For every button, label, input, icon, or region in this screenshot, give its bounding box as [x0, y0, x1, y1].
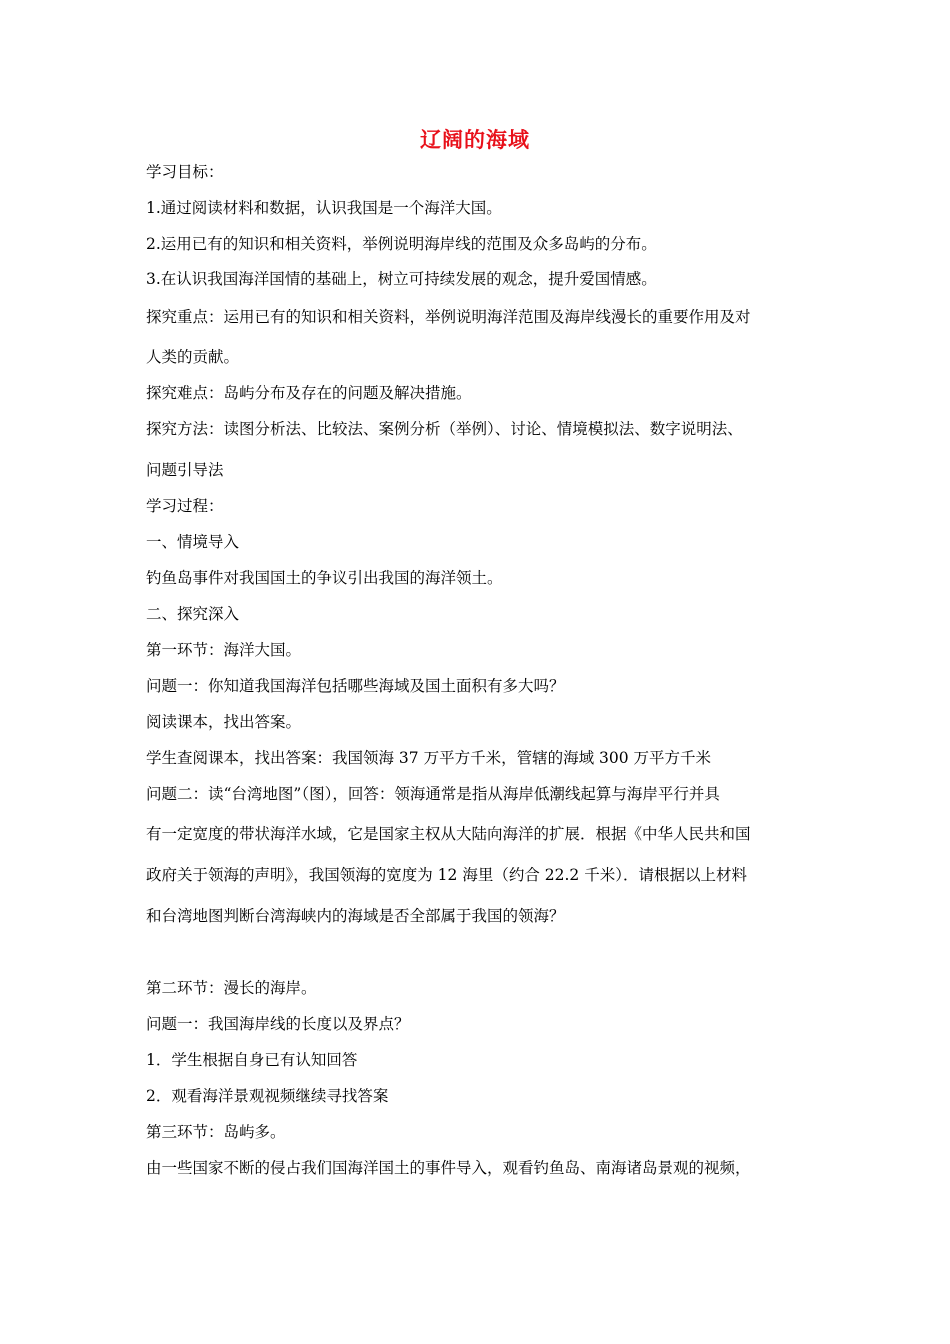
line-section-1: 一、情境导入 — [146, 533, 240, 551]
line-section-1-text: 钓鱼岛事件对我国国土的争议引出我国的海洋领土。 — [146, 569, 503, 587]
line-stage-3-text: 由一些国家不断的侵占我们国海洋国土的事件导入，观看钓鱼岛、南海诸岛景观的视频， — [146, 1159, 751, 1177]
line-stage-2-step-2: 2．观看海洋景观视频继续寻找答案 — [146, 1087, 389, 1105]
line-stage-1-q2-cont-3: 和台湾地图判断台湾海峡内的海域是否全部属于我国的领海？ — [146, 907, 565, 925]
line-focus-cont: 人类的贡献。 — [146, 348, 240, 366]
line-stage-2: 第二环节：漫长的海岸。 — [146, 979, 317, 997]
line-stage-1-answer: 学生查阅课本，找出答案：我国领海 37 万平方千米，管辖的海域 300 万平方千米 — [146, 749, 712, 767]
line-methods-cont: 问题引导法 — [146, 461, 224, 479]
line-difficulty: 探究难点：岛屿分布及存在的问题及解决措施。 — [146, 384, 472, 402]
line-stage-1-q2-cont-1: 有一定宽度的带状海洋水域，它是国家主权从大陆向海洋的扩展．根据《中华人民共和国 — [146, 825, 751, 843]
line-objective-2: 2.运用已有的知识和相关资料，举例说明海岸线的范围及众多岛屿的分布。 — [146, 235, 657, 253]
line-objective-3: 3.在认识我国海洋国情的基础上，树立可持续发展的观念，提升爱国情感。 — [146, 270, 657, 288]
line-stage-3: 第三环节：岛屿多。 — [146, 1123, 286, 1141]
line-stage-1: 第一环节：海洋大国。 — [146, 641, 302, 659]
line-stage-1-q2: 问题二：读“台湾地图”（图），回答：领海通常是指从海岸低潮线起算与海岸平行并具 — [146, 785, 720, 803]
line-focus: 探究重点：运用已有的知识和相关资料，举例说明海洋范围及海岸线漫长的重要作用及对 — [146, 308, 751, 326]
line-process-heading: 学习过程： — [146, 497, 224, 515]
line-stage-1-read: 阅读课本，找出答案。 — [146, 713, 302, 731]
line-methods: 探究方法：读图分析法、比较法、案例分析（举例）、讨论、情境模拟法、数字说明法、 — [146, 420, 743, 438]
line-stage-2-step-1: 1．学生根据自身已有认知回答 — [146, 1051, 358, 1069]
line-stage-2-q1: 问题一：我国海岸线的长度以及界点？ — [146, 1015, 410, 1033]
line-objective-1: 1.通过阅读材料和数据，认识我国是一个海洋大国。 — [146, 199, 502, 217]
line-stage-1-q2-cont-2: 政府关于领海的声明》，我国领海的宽度为 12 海里（约合 22.2 千米）．请根据以上材料 — [146, 866, 747, 884]
line-objectives-heading: 学习目标： — [146, 163, 224, 181]
line-section-2: 二、探究深入 — [146, 605, 240, 623]
document-title: 辽阔的海域 — [420, 127, 530, 152]
line-stage-1-q1: 问题一：你知道我国海洋包括哪些海域及国土面积有多大吗？ — [146, 677, 565, 695]
